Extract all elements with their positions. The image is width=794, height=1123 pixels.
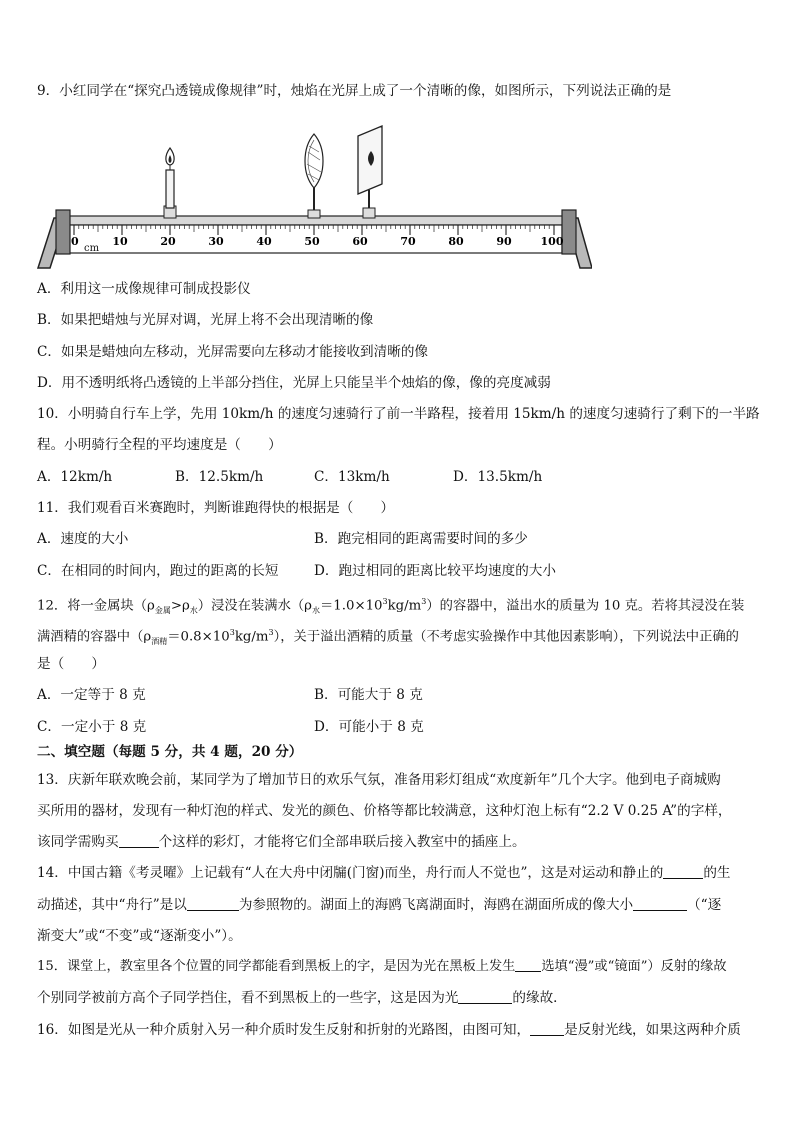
left-end-block <box>56 210 70 254</box>
q10-option-a: A．12km/h <box>37 469 113 485</box>
q10-option-c: C．13km/h <box>314 469 390 485</box>
ruler-tick-label: 80 <box>448 235 464 248</box>
unit-label: cm <box>84 243 100 254</box>
q16-blank-1[interactable] <box>530 1021 564 1036</box>
q15-blank-1[interactable] <box>515 957 541 972</box>
q9-option-d: D．用不透明纸将凸透镜的上半部分挡住，光屏上只能呈半个烛焰的像，像的亮度减弱 <box>37 375 551 391</box>
right-end-block <box>562 210 576 254</box>
q12-option-d: D．可能小于 8 克 <box>314 719 424 735</box>
q13-line2: 买所用的器材，发现有一种灯泡的样式、发光的颜色、价格等都比较满意，这种灯泡上标有“2.2 V 0.25 A”的字样， <box>37 803 732 819</box>
q16-line1: 16．如图是光从一种介质射入另一种介质时发生反射和折射的光路图，由图可知， 是反射光线，如果这两种介质 <box>37 1022 741 1038</box>
q9-stem: 9．小红同学在“探究凸透镜成像规律”时，烛焰在光屏上成了一个清晰的像，如图所示，下列说法正确的是 <box>37 83 672 99</box>
q13-blank[interactable] <box>119 833 159 848</box>
ruler-tick-label: 90 <box>496 235 512 248</box>
ruler-tick-label: 20 <box>160 235 176 248</box>
q15-line2: 个别同学被前方高个子同学挡住，看不到黑板上的一些字，这是因为光 的缘故． <box>37 990 567 1006</box>
q11-option-d: D．跑过相同的距离比较平均速度的大小 <box>314 563 556 579</box>
q14-line2: 动描述，其中“舟行”是以 为参照物的。湖面上的海鸥飞离湖面时，海鸥在湖面所成的像大小 （“逐 <box>37 897 722 913</box>
q12-stem-line2: 满酒精的容器中$(\rho_{酒精}=0.8\times 10^3kg/m^3)$，关于溢出酒精的质量（不考虑实验操作中其他因素影响），下列说法中正确的 <box>37 628 739 647</box>
light-screen <box>358 126 382 218</box>
q11-option-a: A．速度的大小 <box>37 531 129 547</box>
ruler-tick-label: 50 <box>304 235 320 248</box>
q12-stem-line1: 12．将一金属块$(\rho_{金属}>\rho_水)$浸没在装满水$(\rho_水=1.0\times 10^3kg/m^3)$的容器中，溢出水的质量为 10 克。若将其浸没在装 <box>37 597 745 616</box>
ruler-tick-label: 70 <box>400 235 416 248</box>
q11-option-b: B．跑完相同的距离需要时间的多少 <box>314 531 528 547</box>
q9-option-c: C．如果是蜡烛向左移动，光屏需要向左移动才能接收到清晰的像 <box>37 344 429 360</box>
ruler-tick-label: 60 <box>352 235 368 248</box>
ruler-tick-label: 100 <box>540 235 564 248</box>
q12-option-b: B．可能大于 8 克 <box>314 687 423 703</box>
q12-option-a: A．一定等于 8 克 <box>37 687 146 703</box>
q10-option-d: D．13.5km/h <box>453 469 543 485</box>
q12-stem-line3: 是（ ） <box>37 656 105 672</box>
ruler-tick-label: 10 <box>112 235 128 248</box>
q10-option-b: B．12.5km/h <box>175 469 264 485</box>
convex-lens <box>305 134 323 218</box>
ruler-tick-label: 30 <box>208 235 224 248</box>
q13-line1: 13．庆新年联欢晚会前，某同学为了增加节日的欢乐气氛，准备用彩灯组成“欢度新年”几个大字。他到电子商城购 <box>37 772 721 788</box>
q11-option-c: C．在相同的时间内，跑过的距离的长短 <box>37 563 279 579</box>
q9-option-a: A．利用这一成像规律可制成投影仪 <box>37 281 251 297</box>
ruler-tick-label: 40 <box>256 235 272 248</box>
q14-blank-2[interactable] <box>187 896 239 911</box>
q10-stem-line2: 程。小明骑行全程的平均速度是（ ） <box>37 437 282 453</box>
q12-option-c: C．一定小于 8 克 <box>37 719 147 735</box>
q14-line1: 14．中国古籍《考灵曜》上记载有“人在大舟中闭牖(门窗)而坐，舟行而人不觉也”，这是对运动和静止的 的生 <box>37 865 731 881</box>
q9-option-b: B．如果把蜡烛与光屏对调，光屏上将不会出现清晰的像 <box>37 312 374 328</box>
optical-bench-figure <box>36 112 592 274</box>
q11-stem: 11．我们观看百米赛跑时，判断谁跑得快的根据是（ ） <box>37 500 395 516</box>
q13-line3: 该同学需购买 个这样的彩灯，才能将它们全部串联后接入教室中的插座上。 <box>37 834 526 850</box>
q10-stem-line1: 10．小明骑自行车上学，先用 10km/h 的速度匀速骑行了前一半路程，接着用 15km/h 的速度匀速骑行了剩下的一半路 <box>37 406 760 422</box>
ruler-tick-label: 0 <box>71 235 79 248</box>
q15-line1: 15．课堂上，教室里各个位置的同学都能看到黑板上的字，是因为光在黑板上发生 选填“漫”或“镜面”）反射的缘故 <box>37 959 727 974</box>
section-2-heading: 二、填空题（每题 5 分，共 4 题，20 分） <box>37 744 303 760</box>
q14-line3: 渐变大”或“不变”或“逐渐变小”）。 <box>37 928 242 944</box>
q15-blank-2[interactable] <box>458 989 512 1004</box>
q14-blank-1[interactable] <box>663 864 703 879</box>
candle <box>164 148 176 218</box>
q14-blank-3[interactable] <box>633 896 687 911</box>
